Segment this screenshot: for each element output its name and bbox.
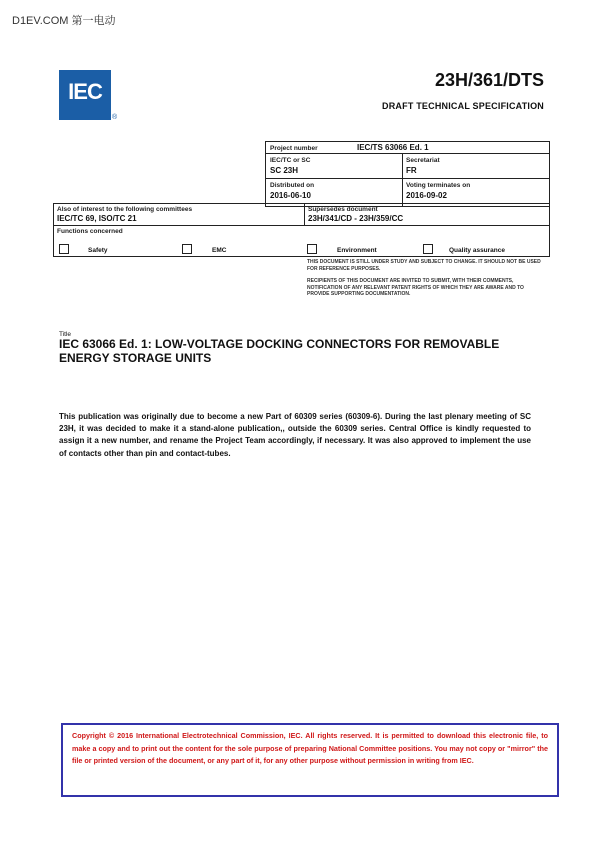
copyright-text: Copyright © 2016 International Electrotechnical Commission, IEC. All rights reserved. It is permitted to download this electronic file, to make a copy and to print out the content for the sole purpose of preparing National Committee positions. You may not copy or "mirror" the file or printed version of the document, or any part of it, for any other purpose without permission in writing from IEC. (72, 731, 548, 766)
safety-checkbox[interactable] (59, 244, 69, 254)
voting-label: Voting terminates on (406, 182, 471, 189)
divider (53, 225, 550, 226)
document-title: IEC 63066 Ed. 1: LOW-VOLTAGE DOCKING CONNECTORS FOR REMOVABLE ENERGY STORAGE UNITS (59, 337, 500, 365)
secretariat-label: Secretariat (406, 157, 440, 164)
document-number: 23H/361/DTS (434, 70, 544, 90)
committee-label: IEC/TC or SC (270, 157, 311, 164)
title-label: Title (59, 331, 72, 338)
interest-committees: IEC/TC 69, ISO/TC 21 (57, 214, 137, 223)
document-type: DRAFT TECHNICAL SPECIFICATION (382, 101, 544, 111)
distributed-label: Distributed on (270, 182, 315, 189)
interest-label: Also of interest to the following committees (57, 206, 193, 213)
watermark: D1EV.COM 第一电动 (12, 15, 116, 27)
emc-label: EMC (212, 247, 227, 254)
quality-assurance-label: Quality assurance (449, 247, 505, 254)
supersedes-document: 23H/341/CD - 23H/359/CC (308, 214, 404, 223)
voting-date: 2016-09-02 (406, 191, 447, 200)
environment-checkbox[interactable] (307, 244, 317, 254)
project-number-label: Project number (270, 145, 318, 152)
secretariat: FR (406, 166, 417, 175)
logo-text: IEC (68, 79, 102, 104)
project-number: IEC/TS 63066 Ed. 1 (357, 143, 429, 152)
body-paragraph: This publication was originally due to become a new Part of 60309 series (60309-6). During the last plenary meeting of SC 23H, it was decided to make it a stand-alone publication,, outside the 60309 series. Central Office is kindly requested to assign it a new number, and rename the Project Team accordingly, if necessary. It was also approved to implement the use of contacts other than pin and contact-tubes. (59, 412, 531, 458)
functions-label: Functions concerned (57, 228, 123, 235)
committee: SC 23H (270, 166, 299, 175)
supersedes-label: Supersedes document (308, 206, 378, 213)
divider (402, 153, 403, 207)
iec-logo (59, 70, 111, 120)
registered-mark: ® (112, 114, 118, 121)
study-notice: THIS DOCUMENT IS STILL UNDER STUDY AND SUBJECT TO CHANGE. IT SHOULD NOT BE USED FOR REFERENCE PURPOSES. (307, 259, 541, 272)
emc-checkbox[interactable] (182, 244, 192, 254)
divider (265, 153, 550, 154)
patent-notice: RECIPIENTS OF THIS DOCUMENT ARE INVITED TO SUBMIT, WITH THEIR COMMENTS, NOTIFICATION OF ANY RELEVANT PATENT RIGHTS OF WHICH THEY ARE AWARE AND TO PROVIDE SUPPORTING DOCUMENTATION. (307, 278, 524, 297)
divider (265, 178, 550, 179)
copyright-box (61, 723, 559, 797)
divider (304, 203, 305, 225)
environment-label: Environment (337, 247, 377, 254)
quality-assurance-checkbox[interactable] (423, 244, 433, 254)
safety-label: Safety (88, 247, 108, 254)
distributed-date: 2016-06-10 (270, 191, 311, 200)
